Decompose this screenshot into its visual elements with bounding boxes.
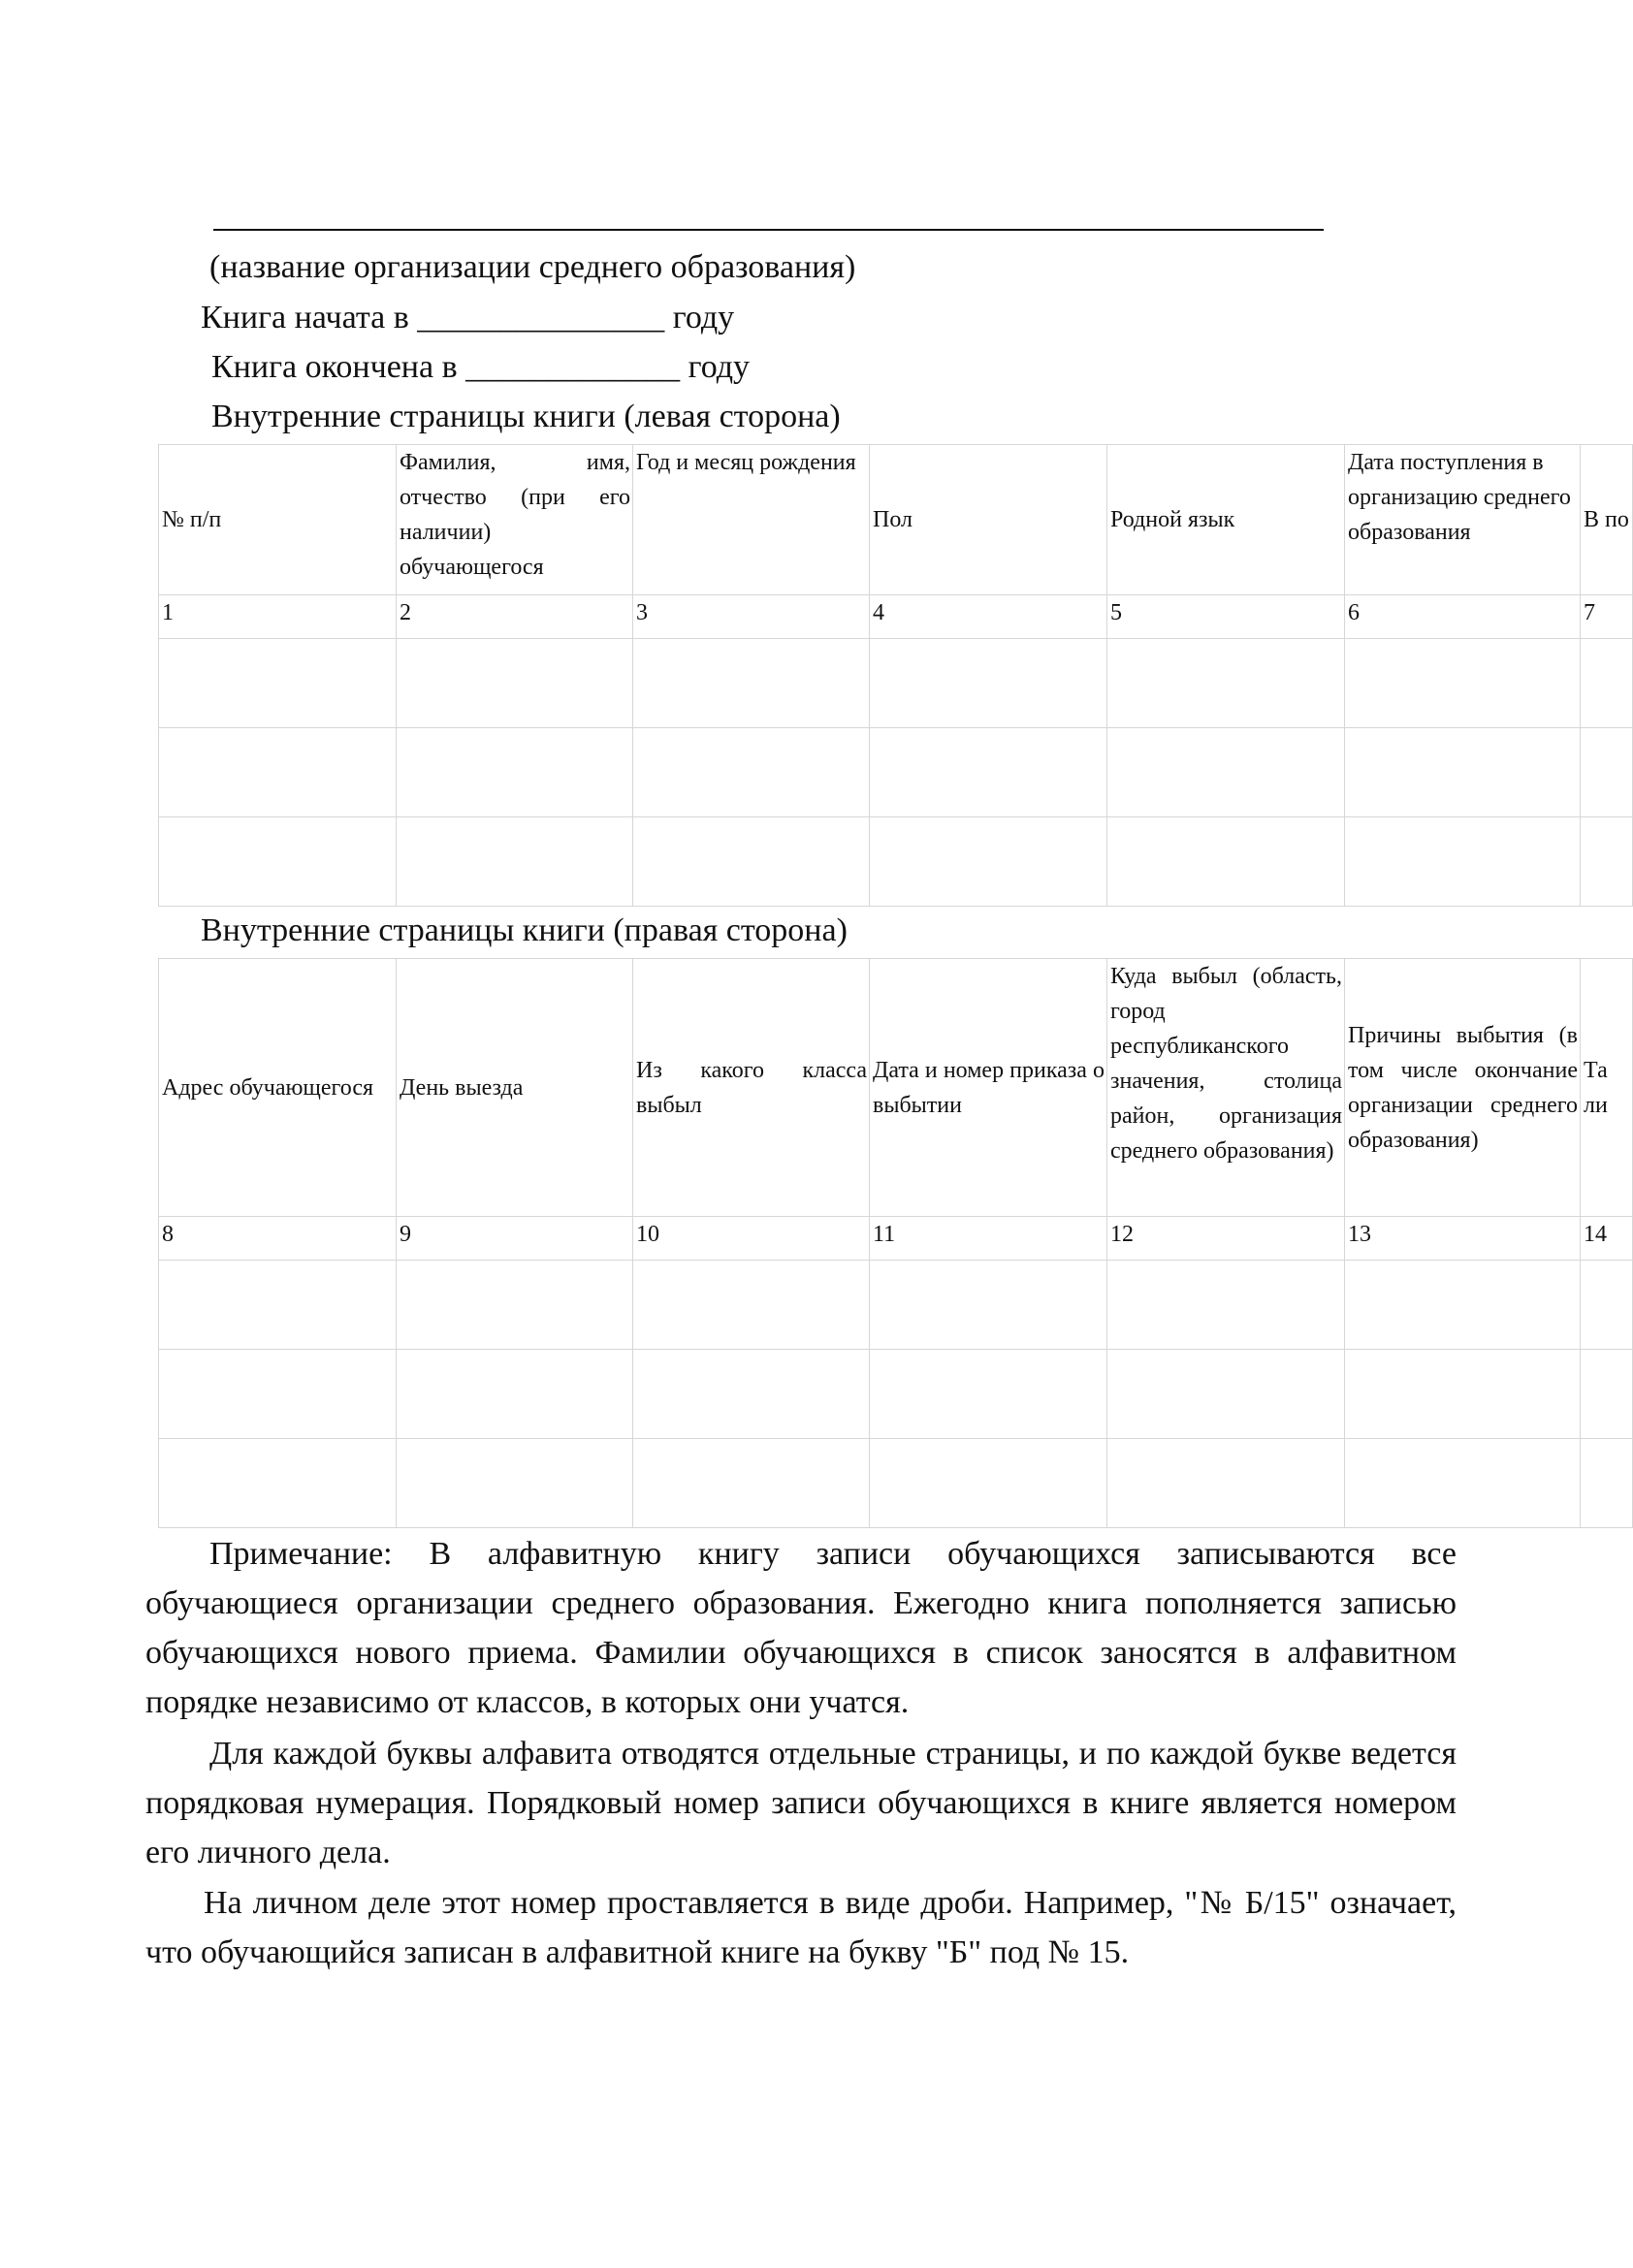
right-side-title: Внутренние страницы книги (правая сторона): [201, 912, 848, 948]
header-cell: Куда выбыл (область, город республиканского значения, столица район, организация среднего образования): [1107, 959, 1345, 1217]
right-side-table: [158, 958, 1633, 1528]
note-paragraph: Примечание: В алфавитную книгу записи обучающихся записываются все обучающиеся организации среднего образования. Ежегодно книга пополняется записью обучающихся нового приема. Фамилии обучающихся в список заносятся в алфавитном порядке независимо от классов, в которых они учатся.: [145, 1536, 1457, 1720]
empty-cell: [1107, 639, 1345, 728]
empty-row: [159, 817, 1633, 907]
header-cell: Дата и номер приказа о выбытии: [870, 959, 1107, 1217]
empty-cell: [1345, 639, 1581, 728]
header-cell: Та ли: [1581, 959, 1633, 1217]
empty-cell: [870, 728, 1107, 817]
header-cell: День выезда: [397, 959, 633, 1217]
empty-row: [159, 1439, 1633, 1528]
empty-row: [159, 728, 1633, 817]
empty-cell: [1345, 1261, 1581, 1350]
empty-cell: [870, 1350, 1107, 1439]
empty-cell: [1581, 1439, 1633, 1528]
empty-cell: [397, 817, 633, 907]
column-number-row: [159, 1217, 1633, 1261]
table-header-row: [159, 445, 1633, 595]
header-cell: Год и месяц рождения: [633, 445, 870, 595]
empty-cell: [1107, 728, 1345, 817]
empty-cell: [633, 1439, 870, 1528]
column-number: 9: [397, 1217, 633, 1261]
empty-cell: [159, 1350, 397, 1439]
empty-cell: [397, 728, 633, 817]
empty-cell: [1345, 728, 1581, 817]
header-cell: Адрес обучающегося: [159, 959, 397, 1217]
left-side-table: [158, 444, 1633, 907]
column-number: 5: [1107, 595, 1345, 639]
column-number: 13: [1345, 1217, 1581, 1261]
column-number: 12: [1107, 1217, 1345, 1261]
column-number: 11: [870, 1217, 1107, 1261]
column-number: 1: [159, 595, 397, 639]
header-cell: В по: [1581, 445, 1633, 595]
empty-cell: [1107, 1350, 1345, 1439]
empty-cell: [870, 1439, 1107, 1528]
empty-cell: [1581, 728, 1633, 817]
empty-cell: [159, 817, 397, 907]
empty-cell: [159, 1439, 397, 1528]
empty-cell: [1581, 817, 1633, 907]
empty-row: [159, 1350, 1633, 1439]
header-cell: Причины выбытия (в том числе окончание организации среднего образования): [1345, 959, 1581, 1217]
column-number: 10: [633, 1217, 870, 1261]
empty-cell: [1581, 1350, 1633, 1439]
empty-cell: [870, 817, 1107, 907]
note-paragraph: На личном деле этот номер проставляется в виде дроби. Например, "№ Б/15" означает, что обучающийся записан в алфавитной книге на букву "Б" под № 15.: [145, 1885, 1457, 1970]
column-number: 14: [1581, 1217, 1633, 1261]
column-number: 2: [397, 595, 633, 639]
empty-cell: [633, 1350, 870, 1439]
empty-cell: [397, 1261, 633, 1350]
empty-cell: [159, 1261, 397, 1350]
header-cell: Дата поступления в организацию среднего образования: [1345, 445, 1581, 595]
empty-cell: [870, 639, 1107, 728]
empty-cell: [633, 1261, 870, 1350]
column-number: 3: [633, 595, 870, 639]
left-side-title: Внутренние страницы книги (левая сторона): [211, 399, 841, 434]
empty-cell: [159, 639, 397, 728]
header-cell: Фамилия, имя, отчество (при его наличии) обучающегося: [397, 445, 633, 595]
note-paragraph: Для каждой буквы алфавита отводятся отдельные страницы, и по каждой букве ведется порядковая нумерация. Порядковый номер записи обучающихся в книге является номером его личного дела.: [145, 1736, 1457, 1870]
org-name-caption: (название организации среднего образования): [209, 249, 856, 285]
empty-cell: [633, 817, 870, 907]
empty-cell: [1345, 1439, 1581, 1528]
empty-cell: [1107, 1439, 1345, 1528]
empty-cell: [397, 1439, 633, 1528]
empty-cell: [870, 1261, 1107, 1350]
empty-cell: [1345, 817, 1581, 907]
column-number: 8: [159, 1217, 397, 1261]
book-started-line: Книга начата в _______________ году: [201, 300, 735, 335]
header-cell: Родной язык: [1107, 445, 1345, 595]
column-number: 6: [1345, 595, 1581, 639]
column-number: 4: [870, 595, 1107, 639]
empty-cell: [397, 639, 633, 728]
empty-cell: [633, 639, 870, 728]
org-name-underline: [213, 229, 1324, 231]
empty-cell: [159, 728, 397, 817]
table-header-row: [159, 959, 1633, 1217]
empty-cell: [397, 1350, 633, 1439]
header-cell: № п/п: [159, 445, 397, 595]
empty-cell: [1581, 639, 1633, 728]
column-number-row: [159, 595, 1633, 639]
header-cell: Пол: [870, 445, 1107, 595]
empty-cell: [1345, 1350, 1581, 1439]
book-finished-line: Книга окончена в _____________ году: [211, 349, 751, 385]
empty-cell: [1107, 817, 1345, 907]
empty-row: [159, 1261, 1633, 1350]
empty-cell: [633, 728, 870, 817]
column-number: 7: [1581, 595, 1633, 639]
empty-cell: [1581, 1261, 1633, 1350]
empty-row: [159, 639, 1633, 728]
empty-cell: [1107, 1261, 1345, 1350]
header-cell: Из какого класса выбыл: [633, 959, 870, 1217]
